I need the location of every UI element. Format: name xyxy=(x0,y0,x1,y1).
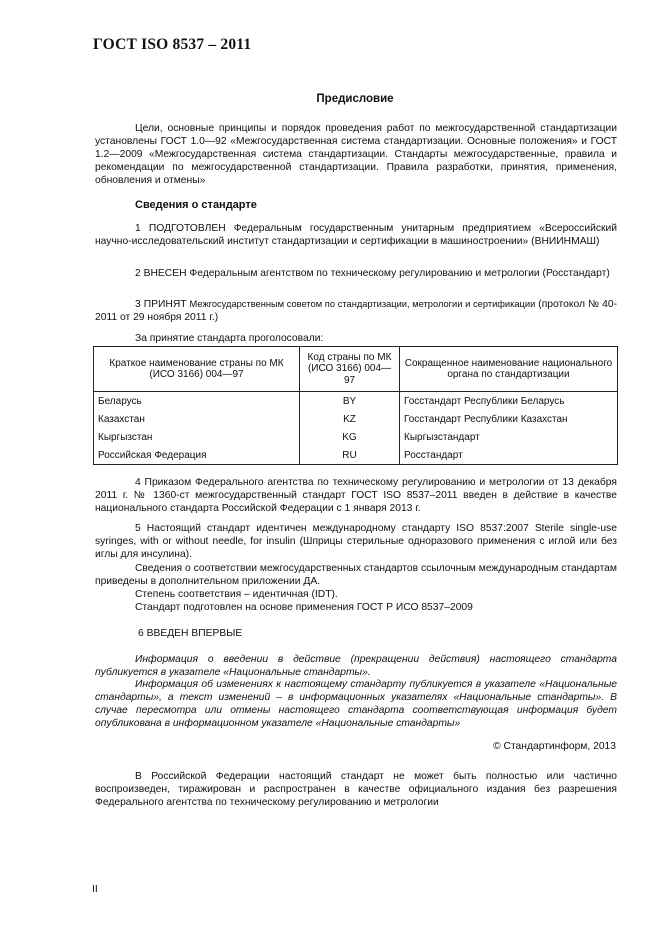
table-row xyxy=(94,410,618,428)
column-header-country: Краткое наименование страны по МК (ИСО 3166) 004—97 xyxy=(94,347,300,392)
info-introduction: Информация о введении в действие (прекращении действия) настоящего стандарта публикуется в указателе «Национальные стандарты». xyxy=(95,654,617,678)
reproduction-notice: В Российской Федерации настоящий стандарт не может быть полностью или частично воспроизведен, тиражирован и распространен в качестве официального издания без разрешения Федерального агентства по техническому регулированию и метрологии xyxy=(95,771,617,808)
country-code: BY xyxy=(300,392,400,411)
standards-body: Кыргызстандарт xyxy=(400,428,618,446)
about-item-5-basis: Стандарт подготовлен на основе применения ГОСТ Р ИСО 8537–2009 xyxy=(135,602,473,613)
country-name: Казахстан xyxy=(94,410,300,428)
foreword-text: Цели, основные принципы и порядок проведения работ по межгосударственной стандартизации установлены ГОСТ 1.0—92 «Межгосударственная система стандартизации. Основные положения» и ГОСТ 1.2—2009 «Межгосударственная система стандартизации. Стандарты межгосударственные, правила и рекомендации по межгосударственной стандартизации. Правила разработки, принятия, применения, обновления и отмены» xyxy=(95,123,617,186)
about-item-2: 2 ВНЕСЕН Федеральным агентством по техническому регулированию и метрологии (Росстандарт) xyxy=(135,268,610,279)
table-row xyxy=(94,446,618,465)
table-row xyxy=(94,428,618,446)
country-code: KZ xyxy=(300,410,400,428)
info-changes: Информация об изменениях к настоящему стандарту публикуется в указателе «Национальные стандарты», а текст изменений – в информационных указателях «Национальные стандарты». В случае пересмотра или отмены настоящего стандарта соответствующая информация будет опубликована в информационном указателе «Национальные стандарты» xyxy=(95,679,617,729)
about-item-6: 6 ВВЕДЕН ВПЕРВЫЕ xyxy=(138,628,243,639)
about-item-1: 1 ПОДГОТОВЛЕН Федеральным государственным унитарным предприятием «Всероссийский научно-исследовательский институт стандартизации и сертификации в машиностроении» (ВНИИНМАШ) xyxy=(95,223,617,247)
country-name: Кыргызстан xyxy=(94,428,300,446)
voting-countries-table xyxy=(93,346,618,465)
table-row xyxy=(94,392,618,411)
about-title: Сведения о стандарте xyxy=(135,199,257,211)
about-item-5: 5 Настоящий стандарт идентичен международному стандарту ISO 8537:2007 Sterile single-use syringes, with or without needle, for insulin (Шприцы стерильные одноразового применения с иглой или без иглы для инсулина). xyxy=(95,523,617,560)
voted-label: За принятие стандарта проголосовали: xyxy=(135,333,324,344)
standards-body: Росстандарт xyxy=(400,446,618,465)
country-name: Российская Федерация xyxy=(94,446,300,465)
standards-body: Госстандарт Республики Казахстан xyxy=(400,410,618,428)
about-item-3-council: Межгосударственным советом по стандартизации, метрологии и сертификации xyxy=(189,299,536,309)
document-code: ГОСТ ISO 8537 – 2011 xyxy=(93,36,252,53)
column-header-code: Код страны по МК (ИСО 3166) 004—97 xyxy=(300,347,400,392)
country-code: RU xyxy=(300,446,400,465)
about-item-3-protocol: (протокол № 40-2011 от 29 ноября 2011 г.) xyxy=(95,299,618,323)
table-header-row xyxy=(94,347,618,392)
standards-body: Госстандарт Республики Беларусь xyxy=(400,392,618,411)
about-item-5-degree: Степень соответствия – идентичная (IDT). xyxy=(135,589,338,600)
about-item-4: 4 Приказом Федерального агентства по техническому регулированию и метрологии от 13 декабря 2011 г. № 1360-ст межгосударственный стандарт ГОСТ ISO 8537–2011 введен в действие в качестве национального стандарта Российской Федерации с 1 января 2013 г. xyxy=(95,477,617,514)
page-number: II xyxy=(92,883,98,895)
about-item-3-prefix: 3 ПРИНЯТ xyxy=(135,299,190,310)
column-header-body: Сокращенное наименование национального органа по стандартизации xyxy=(400,347,618,392)
about-item-3 xyxy=(95,298,617,324)
foreword-title: Предисловие xyxy=(316,93,394,105)
country-name: Беларусь xyxy=(94,392,300,411)
copyright: © Стандартинформ, 2013 xyxy=(493,741,616,752)
about-item-5-references: Сведения о соответствии межгосударственных стандартов ссылочным международным стандартам приведены в дополнительном приложении ДА. xyxy=(95,563,617,587)
country-code: KG xyxy=(300,428,400,446)
